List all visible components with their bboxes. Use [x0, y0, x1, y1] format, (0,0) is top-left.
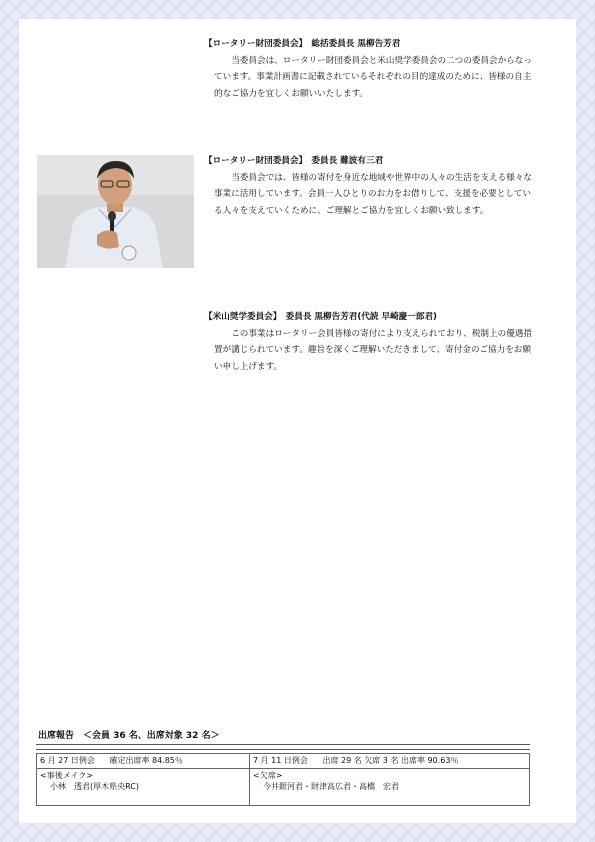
- absent-label: <欠席>: [253, 771, 283, 780]
- attendance-divider: [36, 744, 530, 750]
- speaker-photo: [37, 155, 194, 268]
- page: [19, 19, 576, 823]
- makeup-cell: [37, 769, 250, 806]
- section-body: 当委員会では、皆様の寄付を身近な地域や世界中の人々の生活を支える様々な事業に活用しています。会員一人ひとりのお力をお借りして、支援を必要としている人々を支えていくために、ご理解とご協力を宜しくお願い致します。: [214, 172, 532, 216]
- left-attendance-rate: 確定出席率 84.85％: [109, 756, 183, 765]
- section-body: この事業はロータリー会員皆様の寄付により支えられており、税制上の優遇措置が講じられています。趣旨を深くご理解いただきまして、寄付金のご協力をお願い申し上げます。: [214, 328, 532, 372]
- yoneyama-scholarship-section: [204, 309, 534, 375]
- makeup-names: 小林 透君(厚木県央RC): [50, 782, 139, 791]
- right-absent-count: 欠席 3 名: [364, 756, 399, 765]
- section-heading: 【米山奨学委員会】 委員長 黒柳告芳君(代読 早崎慶一郎君): [204, 312, 437, 322]
- section-heading: 【ロータリー財団委員会】 総括委員長 黒柳告芳君: [204, 39, 401, 49]
- attendance-table: [36, 753, 530, 806]
- left-meeting-cell: [37, 754, 250, 769]
- absent-names: 今井銀河君・財津高広君・高橋 宏君: [263, 782, 399, 791]
- right-meeting-cell: [250, 754, 530, 769]
- table-row: [37, 769, 530, 806]
- right-attendance-rate: 出席率 90.63％: [401, 756, 459, 765]
- speaker-photo-graphic: [37, 155, 194, 268]
- left-meeting-date: 6 月 27 日例会: [40, 756, 95, 765]
- right-meeting-date: 7 月 11 日例会: [253, 756, 308, 765]
- absent-cell: [250, 769, 530, 806]
- section-body: 当委員会は、ロータリー財団委員会と米山奨学委員会の二つの委員会からなっています。事業計画書に記載されているそれぞれの目的達成のために、皆様の自主的なご協力を宜しくお願いいたします。: [214, 55, 532, 99]
- makeup-label: <事後メイク>: [40, 771, 94, 780]
- table-row: [37, 754, 530, 769]
- right-present-count: 出席 29 名: [322, 756, 362, 765]
- attendance-title: 出席報告 ＜会員 36 名、出席対象 32 名＞: [38, 731, 220, 741]
- foundation-committee-section: [204, 153, 534, 219]
- section-heading: 【ロータリー財団委員会】 委員長 難波有三君: [204, 156, 384, 166]
- foundation-general-section: [204, 36, 534, 102]
